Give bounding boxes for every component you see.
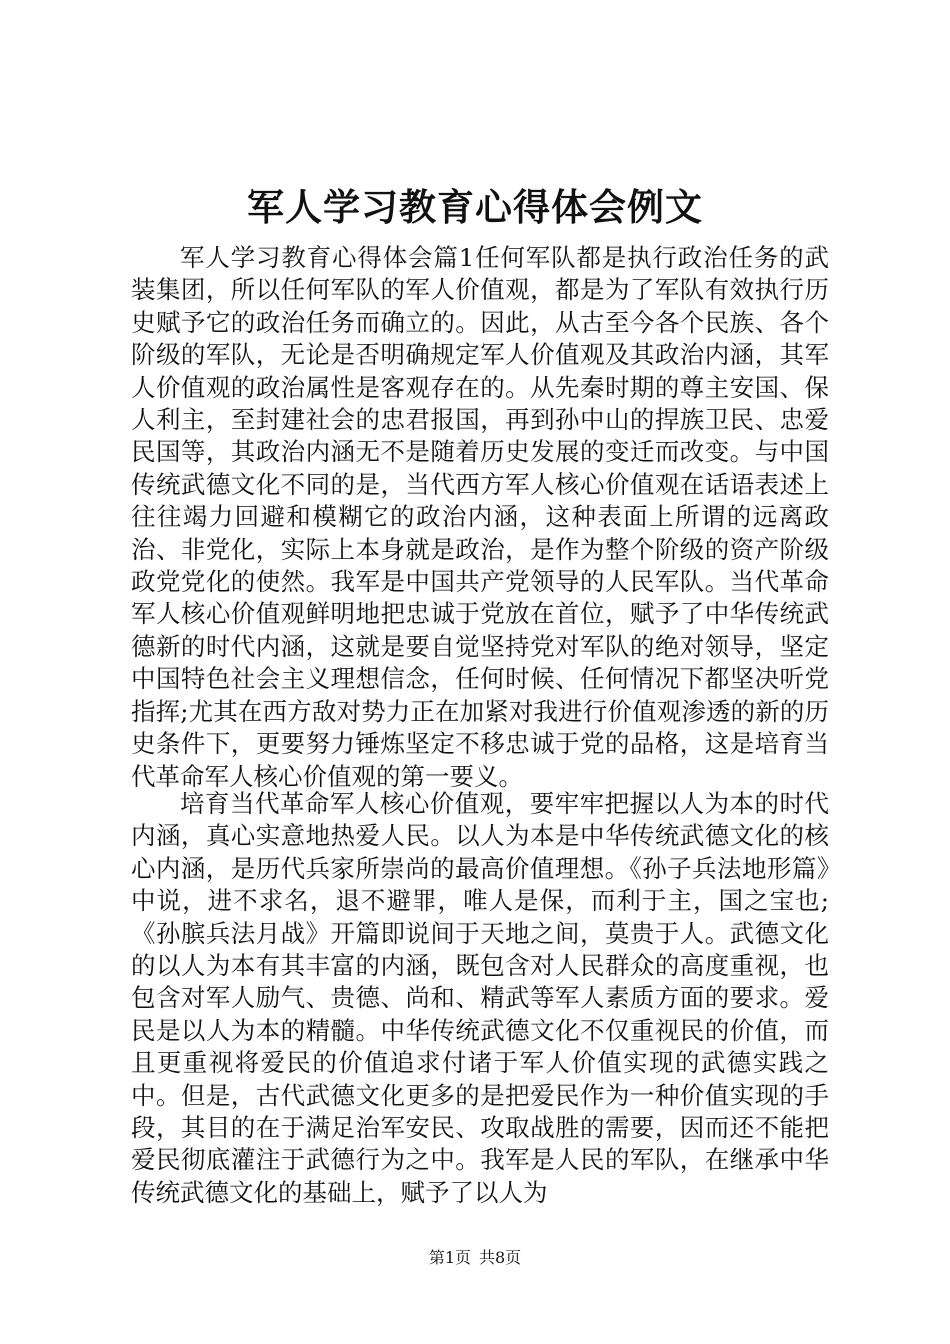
page-footer [0, 1248, 950, 1268]
paragraph-1: 军人学习教育心得体会篇1任何军队都是执行政治任务的武装集团，所以任何军队的军人价值观，都是为了军队有效执行历史赋予它的政治任务而确立的。因此，从古至今各个民族、各个阶级的军队，无论是否明确规定军人价值观及其政治内涵，其军人价值观的政治属性是客观存在的。从先秦时期的尊主安国、保人利主，至封建社会的忠君报国，再到孙中山的捍族卫民、忠爱民国等，其政治内涵无不是随着历史发展的变迁而改变。与中国传统武德文化不同的是，当代西方军人核心价值观在话语表述上往往竭力回避和模糊它的政治内涵，这种表面上所谓的远离政治、非党化，实际上本身就是政治，是作为整个阶级的资产阶级政党党化的使然。我军是中国共产党领导的人民军队。当代革命军人核心价值观鲜明地把忠诚于党放在首位，赋予了中华传统武德新的时代内涵，这就是要自觉坚持党对军队的绝对领导，坚定中国特色社会主义理想信念，任何时候、任何情况下都坚决听党指挥;尤其在西方敌对势力正在加紧对我进行价值观渗透的新的历史条件下，更要努力锤炼坚定不移忠诚于党的品格，这是培育当代革命军人核心价值观的第一要义。 [131, 243, 829, 791]
document-title: 军人学习教育心得体会例文 [247, 186, 703, 229]
paragraph-2: 培育当代革命军人核心价值观，要牢牢把握以人为本的时代内涵，真心实意地热爱人民。以人为本是中华传统武德文化的核心内涵，是历代兵家所崇尚的最高价值理想。《孙子兵法地形篇》中说，进不求名，退不避罪，唯人是保，而利于主，国之宝也;《孙膑兵法月战》开篇即说间于天地之间，莫贵于人。武德文化的以人为本有其丰富的内涵，既包含对人民群众的高度重视，也包含对军人励气、贵德、尚和、精武等军人素质方面的要求。爱民是以人为本的精髓。中华传统武德文化不仅重视民的价值，而且更重视将爱民的价值追求付诸于军人价值实现的武德实践之中。但是，古代武德文化更多的是把爱民作为一种价值实现的手段，其目的在于满足治军安民、攻取战胜的需要，因而还不能把爱民彻底灌注于武德行为之中。我军是人民的军队，在继承中华传统武德文化的基础上，赋予了以人为 [131, 789, 829, 1207]
page-number: 第1页 [428, 1248, 471, 1267]
page-total: 共8页 [479, 1248, 522, 1267]
